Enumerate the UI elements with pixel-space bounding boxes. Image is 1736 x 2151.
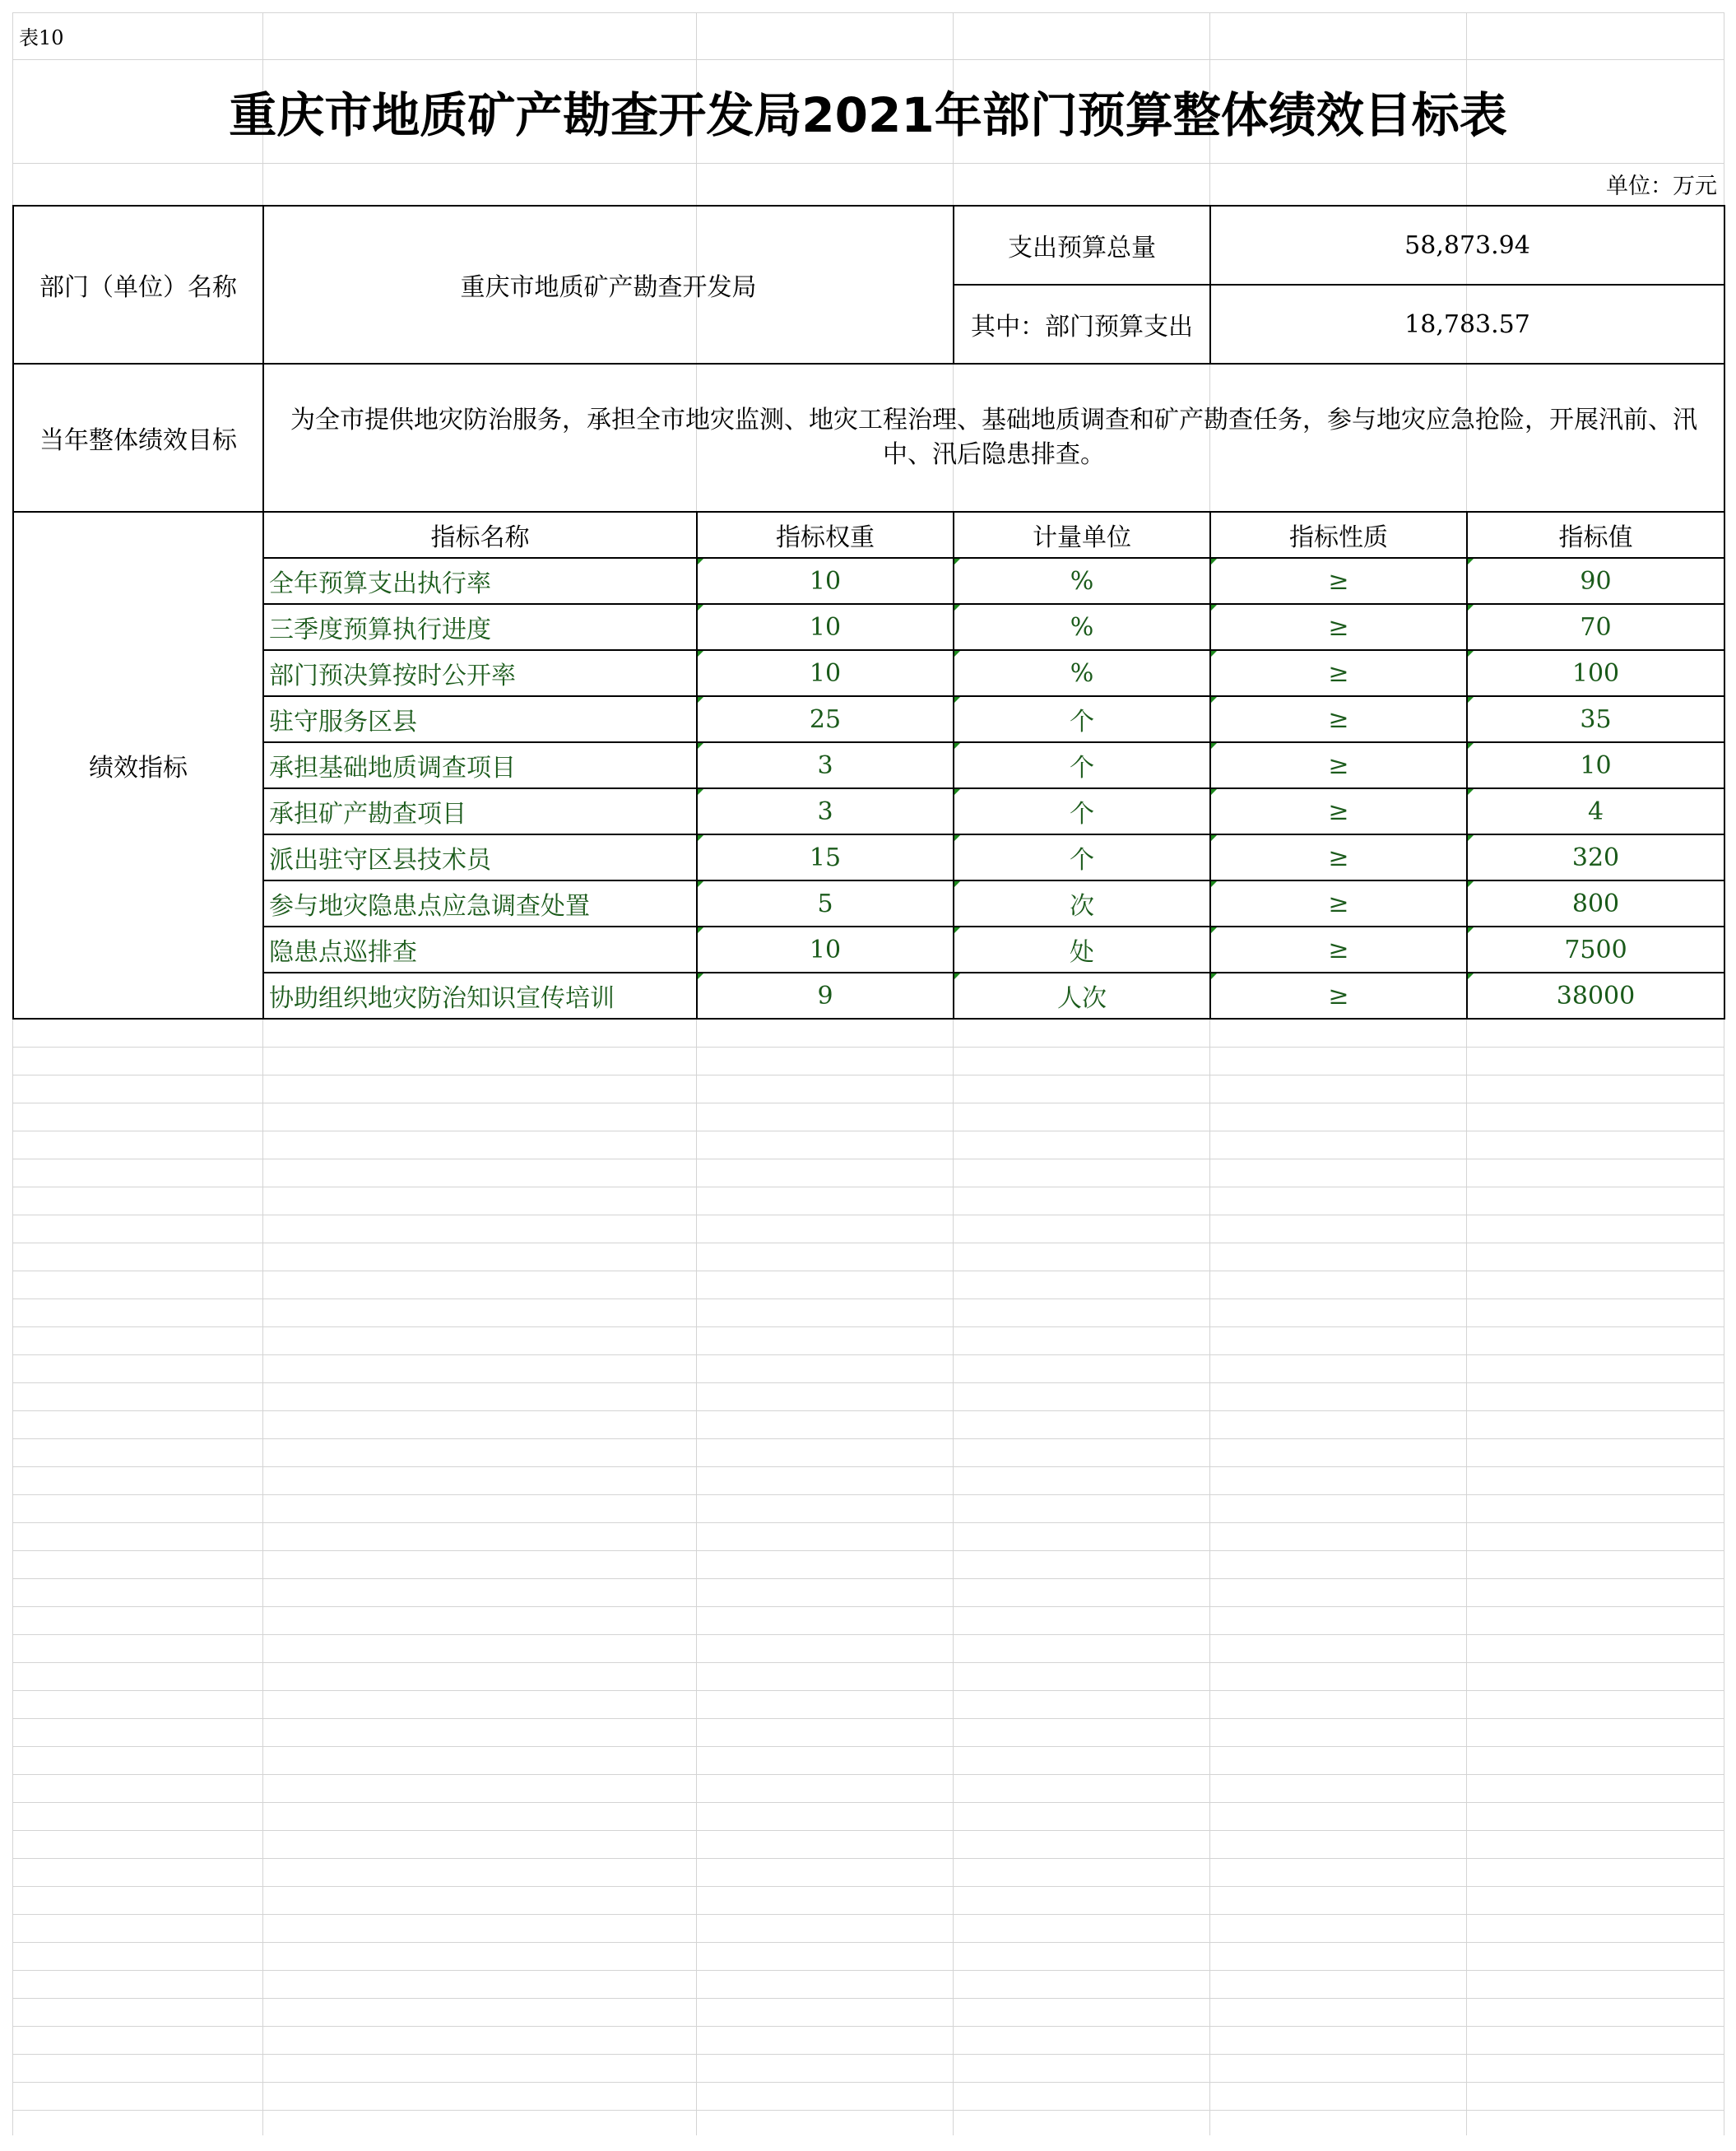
gridline-h — [12, 1047, 1724, 1048]
header-indicator-nature: 指标性质 — [1210, 512, 1467, 558]
indicator-unit: 个 — [954, 788, 1210, 834]
cell-note-marker — [954, 559, 960, 564]
cell-note-marker — [1211, 743, 1217, 749]
cell-note-marker — [1468, 973, 1474, 979]
cell-note-marker — [1468, 559, 1474, 564]
gridline-h — [12, 1914, 1724, 1915]
cell-note-marker — [954, 697, 960, 703]
gridline-h — [12, 1746, 1724, 1747]
header-indicator-unit: 计量单位 — [954, 512, 1210, 558]
indicator-nature: ≥ — [1210, 742, 1467, 788]
gridline-h — [12, 1410, 1724, 1411]
cell-note-marker — [954, 743, 960, 749]
gridline-h — [12, 1466, 1724, 1467]
cell-note-marker — [1211, 927, 1217, 933]
indicator-row — [13, 788, 1724, 834]
gridline-h — [12, 2082, 1724, 2083]
cell-note-marker — [1468, 697, 1474, 703]
gridline-h — [12, 1634, 1724, 1635]
indicator-weight: 5 — [697, 880, 954, 927]
indicator-name: 派出驻守区县技术员 — [263, 834, 697, 880]
cell-note-marker — [698, 927, 703, 933]
gridline-h — [12, 1802, 1724, 1803]
indicator-name: 全年预算支出执行率 — [263, 558, 697, 604]
cell-note-marker — [954, 605, 960, 611]
indicator-weight: 10 — [697, 558, 954, 604]
cell-note-marker — [954, 789, 960, 795]
indicator-unit: 处 — [954, 927, 1210, 973]
indicator-unit: % — [954, 558, 1210, 604]
indicator-unit: 次 — [954, 880, 1210, 927]
cell-note-marker — [698, 743, 703, 749]
cell-note-marker — [698, 697, 703, 703]
indicator-nature: ≥ — [1210, 696, 1467, 742]
indicator-weight: 25 — [697, 696, 954, 742]
cell-note-marker — [1468, 651, 1474, 657]
indicator-value: 7500 — [1467, 927, 1724, 973]
cell-note-marker — [954, 881, 960, 887]
dept-name-value: 重庆市地质矿产勘查开发局 — [263, 206, 954, 364]
cell-note-marker — [1468, 743, 1474, 749]
indicator-nature: ≥ — [1210, 834, 1467, 880]
gridline-h — [12, 1774, 1724, 1775]
gridline-h — [12, 1970, 1724, 1971]
cell-note-marker — [698, 605, 703, 611]
indicator-nature: ≥ — [1210, 604, 1467, 650]
gridline-h — [12, 1886, 1724, 1887]
cell-note-marker — [698, 651, 703, 657]
cell-note-marker — [1211, 789, 1217, 795]
cell-note-marker — [1211, 973, 1217, 979]
indicator-weight: 10 — [697, 650, 954, 696]
total-budget-value: 58,873.94 — [1210, 206, 1724, 285]
indicator-name: 承担矿产勘查项目 — [263, 788, 697, 834]
indicator-row — [13, 880, 1724, 927]
gridline-h — [12, 12, 1724, 13]
cell-note-marker — [1211, 651, 1217, 657]
cell-note-marker — [954, 835, 960, 841]
indicator-row — [13, 834, 1724, 880]
goal-text: 为全市提供地灾防治服务，承担全市地灾监测、地灾工程治理、基础地质调查和矿产勘查任务，参与地灾应急抢险，开展汛前、汛中、汛后隐患排查。 — [263, 364, 1724, 512]
indicator-nature: ≥ — [1210, 973, 1467, 1019]
indicator-name: 隐患点巡排查 — [263, 927, 697, 973]
gridline-h — [12, 1998, 1724, 1999]
goal-label: 当年整体绩效目标 — [13, 364, 263, 512]
gridline-h — [12, 1830, 1724, 1831]
cell-note-marker — [698, 789, 703, 795]
header-indicator-name: 指标名称 — [263, 512, 697, 558]
dept-name-label: 部门（单位）名称 — [13, 206, 263, 364]
indicator-nature: ≥ — [1210, 927, 1467, 973]
gridline-h — [12, 1382, 1724, 1383]
indicator-value: 800 — [1467, 880, 1724, 927]
sheet-label: 表10 — [19, 26, 64, 49]
cell-note-marker — [1468, 789, 1474, 795]
indicator-weight: 10 — [697, 927, 954, 973]
cell-note-marker — [698, 835, 703, 841]
gridline-h — [12, 2110, 1724, 2111]
performance-table — [12, 205, 1725, 1020]
gridline-h — [12, 1326, 1724, 1327]
indicator-weight: 10 — [697, 604, 954, 650]
cell-note-marker — [1468, 605, 1474, 611]
cell-note-marker — [1211, 605, 1217, 611]
indicator-row — [13, 558, 1724, 604]
indicator-unit: 人次 — [954, 973, 1210, 1019]
indicator-row — [13, 973, 1724, 1019]
cell-note-marker — [1211, 559, 1217, 564]
header-indicator-value: 指标值 — [1467, 512, 1724, 558]
indicator-unit: 个 — [954, 834, 1210, 880]
indicator-value: 38000 — [1467, 973, 1724, 1019]
indicator-name: 三季度预算执行进度 — [263, 604, 697, 650]
header-indicator-weight: 指标权重 — [697, 512, 954, 558]
gridline-h — [12, 1690, 1724, 1691]
indicator-value: 320 — [1467, 834, 1724, 880]
indicator-nature: ≥ — [1210, 650, 1467, 696]
gridline-h — [12, 1438, 1724, 1439]
indicator-row — [13, 927, 1724, 973]
cell-note-marker — [1468, 835, 1474, 841]
cell-note-marker — [698, 559, 703, 564]
indicator-weight: 15 — [697, 834, 954, 880]
indicator-weight: 9 — [697, 973, 954, 1019]
gridline-h — [12, 2026, 1724, 2027]
indicator-row — [13, 604, 1724, 650]
cell-note-marker — [1468, 881, 1474, 887]
indicator-unit: % — [954, 650, 1210, 696]
cell-note-marker — [1211, 835, 1217, 841]
gridline-h — [12, 1494, 1724, 1495]
total-budget-label: 支出预算总量 — [954, 206, 1210, 285]
cell-note-marker — [1468, 927, 1474, 933]
cell-note-marker — [954, 651, 960, 657]
indicator-weight: 3 — [697, 788, 954, 834]
gridline-h — [12, 1942, 1724, 1943]
indicator-weight: 3 — [697, 742, 954, 788]
indicator-name: 驻守服务区县 — [263, 696, 697, 742]
cell-note-marker — [954, 973, 960, 979]
gridline-h — [12, 1522, 1724, 1523]
indicator-name: 协助组织地灾防治知识宣传培训 — [263, 973, 697, 1019]
dept-budget-label: 其中：部门预算支出 — [954, 285, 1210, 364]
gridline-h — [12, 1075, 1724, 1076]
indicator-unit: % — [954, 604, 1210, 650]
unit-label: 单位：万元 — [1606, 174, 1717, 199]
indicator-nature: ≥ — [1210, 558, 1467, 604]
indicator-name: 部门预决算按时公开率 — [263, 650, 697, 696]
indicator-value: 35 — [1467, 696, 1724, 742]
indicator-value: 100 — [1467, 650, 1724, 696]
indicator-row — [13, 742, 1724, 788]
indicator-unit: 个 — [954, 696, 1210, 742]
indicator-unit: 个 — [954, 742, 1210, 788]
cell-note-marker — [954, 927, 960, 933]
indicator-value: 90 — [1467, 558, 1724, 604]
gridline-h — [12, 1298, 1724, 1299]
indicator-value: 4 — [1467, 788, 1724, 834]
indicator-row — [13, 696, 1724, 742]
cell-note-marker — [1211, 881, 1217, 887]
indicator-value: 10 — [1467, 742, 1724, 788]
indicator-name: 承担基础地质调查项目 — [263, 742, 697, 788]
gridline-h — [12, 2054, 1724, 2055]
cell-note-marker — [698, 973, 703, 979]
gridline-h — [12, 1858, 1724, 1859]
gridline-h — [12, 1578, 1724, 1579]
indicator-nature: ≥ — [1210, 788, 1467, 834]
indicator-nature: ≥ — [1210, 880, 1467, 927]
gridline-h — [12, 1606, 1724, 1607]
gridline-h — [12, 1550, 1724, 1551]
indicator-row — [13, 650, 1724, 696]
dept-budget-value: 18,783.57 — [1210, 285, 1724, 364]
gridline-h — [12, 1718, 1724, 1719]
cell-note-marker — [1211, 697, 1217, 703]
indicator-name: 参与地灾隐患点应急调查处置 — [263, 880, 697, 927]
gridline-h — [12, 1354, 1724, 1355]
indicators-label: 绩效指标 — [13, 512, 263, 1019]
cell-note-marker — [698, 881, 703, 887]
indicator-value: 70 — [1467, 604, 1724, 650]
page-title: 重庆市地质矿产勘查开发局2021年部门预算整体绩效目标表 — [229, 87, 1507, 143]
gridline-h — [12, 1662, 1724, 1663]
